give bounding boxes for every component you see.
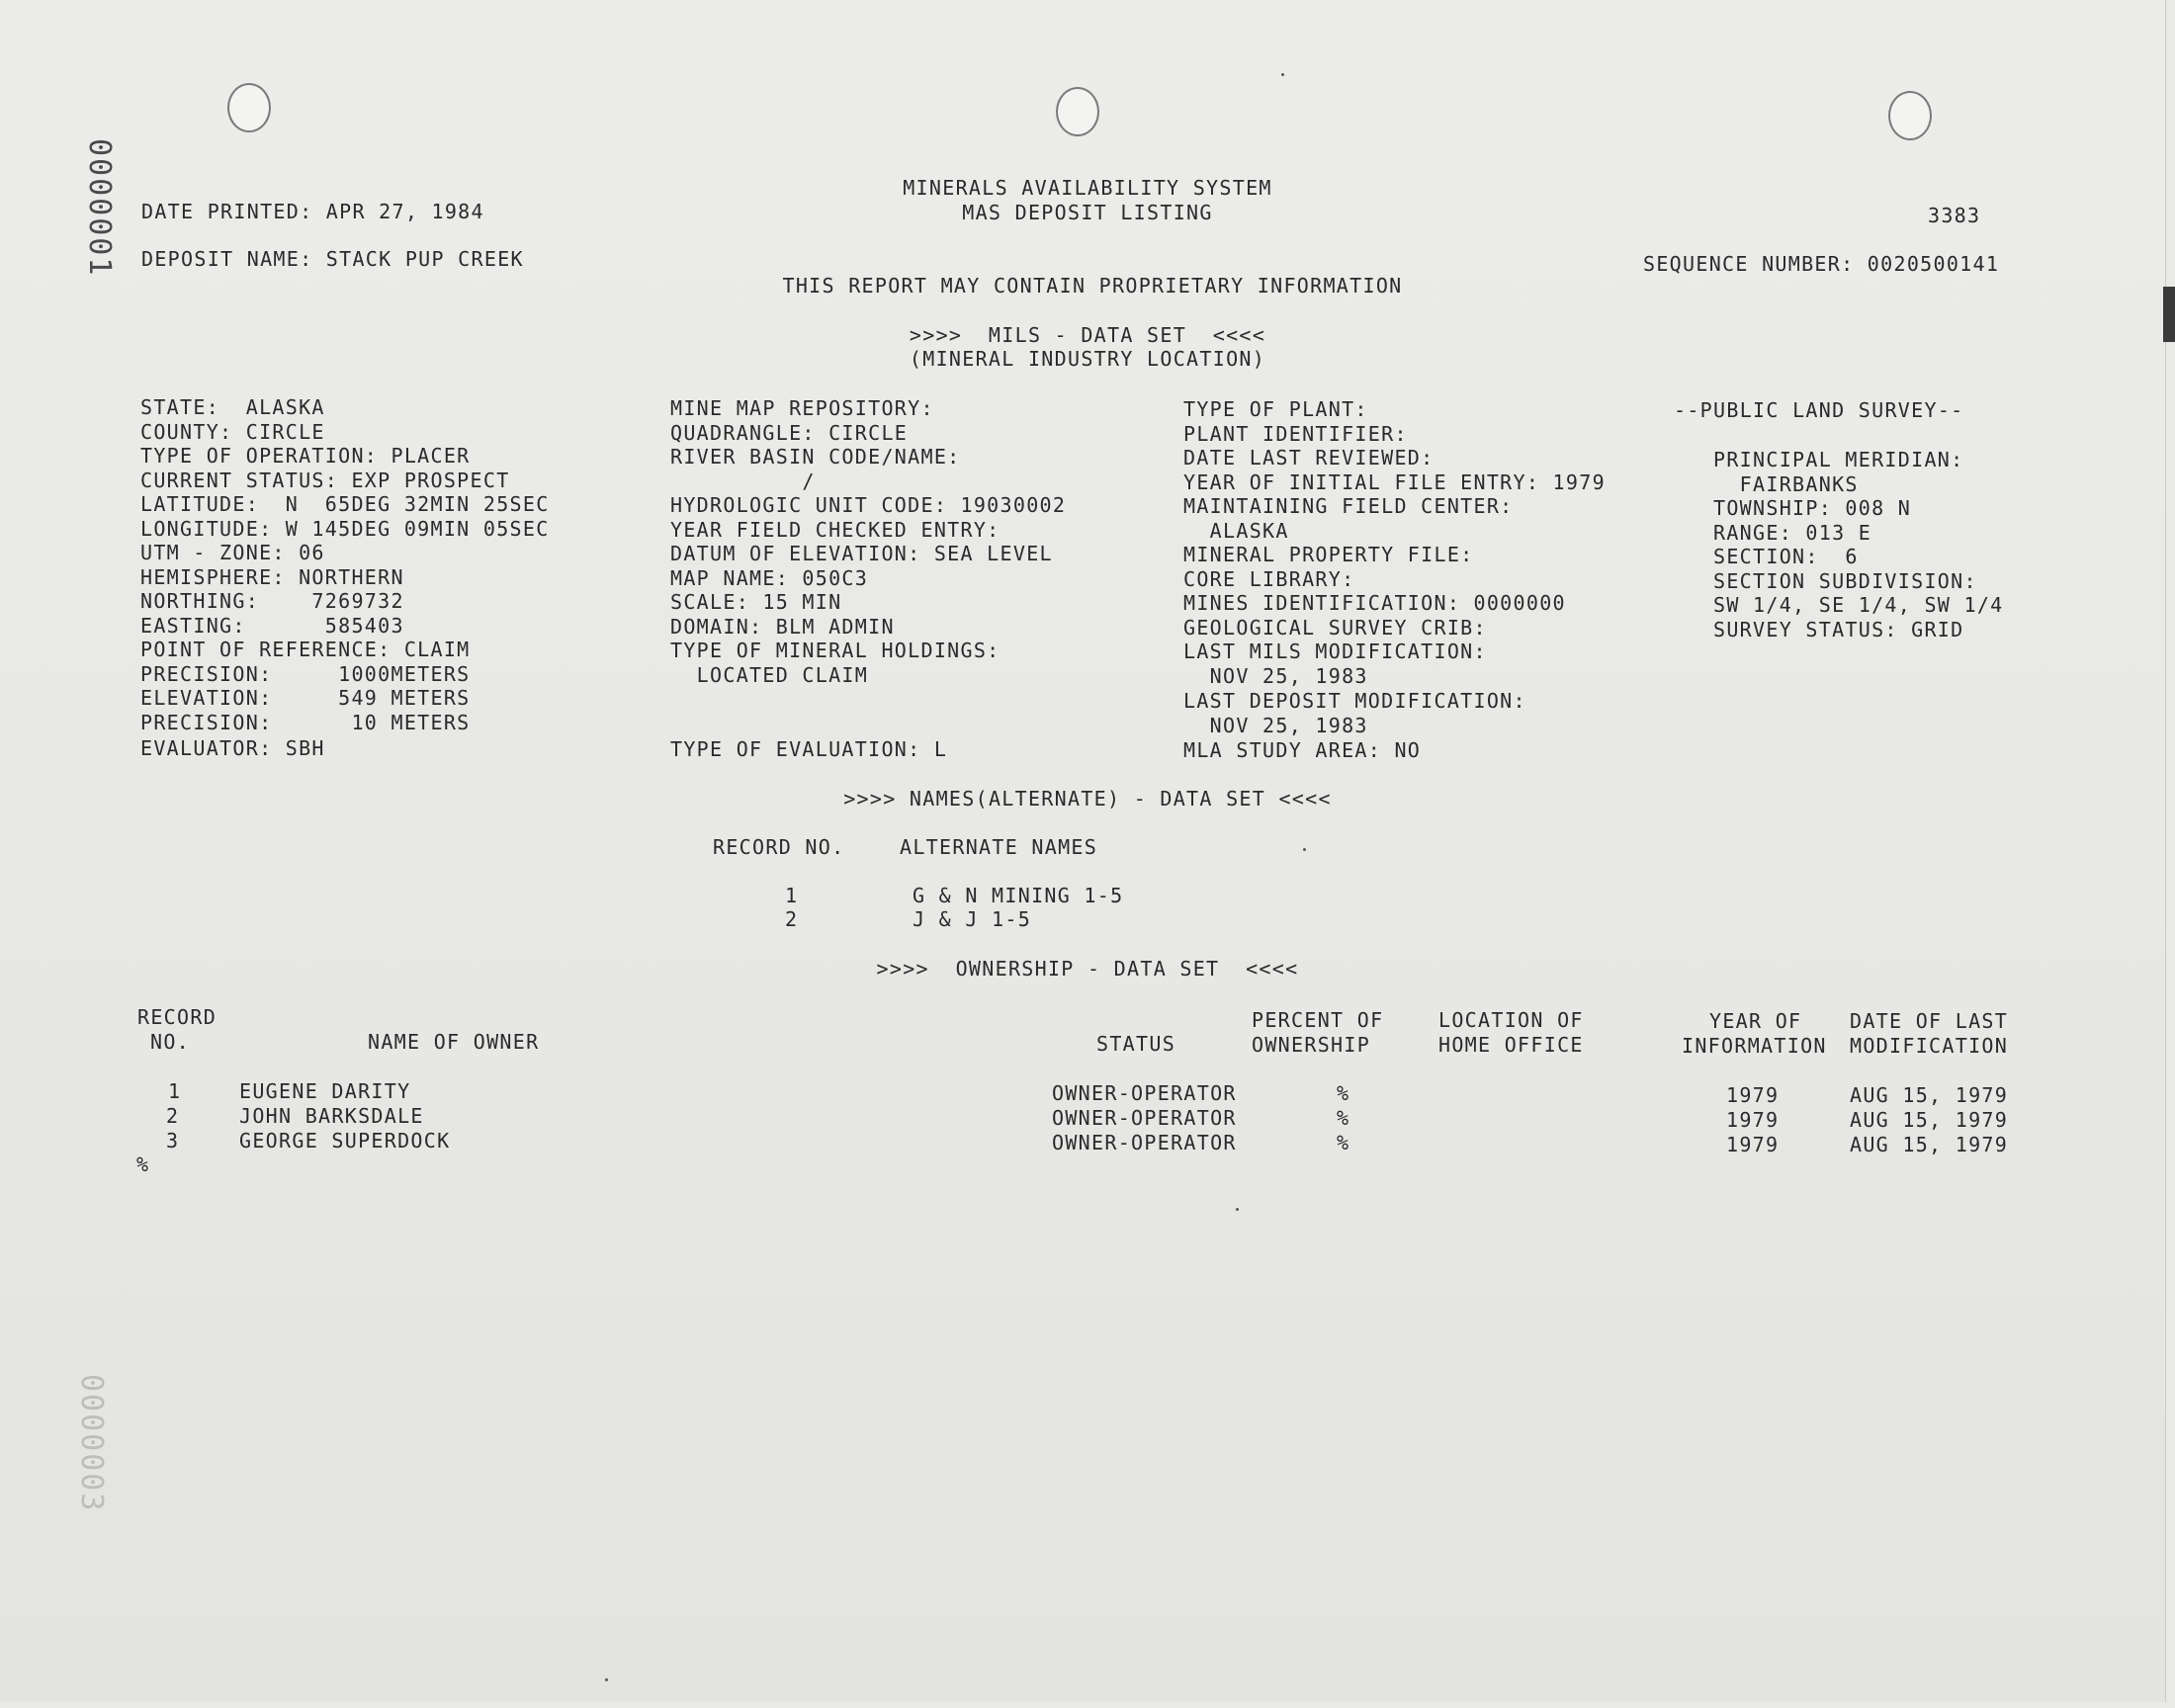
scan-speck [1303,848,1306,851]
sequence-number: SEQUENCE NUMBER: 0020500141 [1643,252,2000,276]
mils-field: POINT OF REFERENCE: CLAIM [140,638,471,661]
owner-name: GEORGE SUPERDOCK [239,1129,451,1153]
owner-year: 1979 [1726,1133,1780,1156]
owner-percent: % [1337,1081,1350,1105]
mils-field: NORTHING: 7269732 [140,589,404,613]
mils-field: PRECISION: 1000METERS [140,662,471,686]
mils-field: / [670,470,816,493]
page-number: 3383 [1928,204,1981,227]
owner-percent: % [1337,1106,1350,1130]
survey-field: TOWNSHIP: 008 N [1713,496,1912,520]
names-col-record: RECORD NO. [713,835,845,859]
mils-field: TYPE OF MINERAL HOLDINGS: [670,639,1000,662]
mils-field: MINERAL PROPERTY FILE: [1183,543,1474,566]
mils-field: NOV 25, 1983 [1183,664,1368,688]
owner-name: JOHN BARKSDALE [239,1104,424,1128]
proprietary-notice: THIS REPORT MAY CONTAIN PROPRIETARY INFORMATION [782,274,1403,298]
ownership-section-title: >>>> OWNERSHIP - DATA SET <<<< [876,957,1299,981]
mils-field: SCALE: 15 MIN [670,590,842,614]
col-header-status: STATUS [1096,1032,1176,1056]
mils-field: PRECISION: 10 METERS [140,711,471,734]
mils-field: LOCATED CLAIM [670,663,869,687]
col-header-location: LOCATION OF [1438,1008,1584,1032]
owner-status: OWNER-OPERATOR [1052,1131,1237,1154]
owner-name: EUGENE DARITY [239,1079,411,1103]
col-header-record-no: NO. [150,1030,191,1054]
mils-field: QUADRANGLE: CIRCLE [670,421,909,445]
alternate-name: G & N MINING 1-5 [913,884,1124,907]
mils-field: TYPE OF EVALUATION: L [670,737,948,761]
mils-field: DATUM OF ELEVATION: SEA LEVEL [670,542,1053,565]
col-header-owner: NAME OF OWNER [368,1030,540,1054]
mils-field: YEAR OF INITIAL FILE ENTRY: 1979 [1183,470,1606,494]
owner-record-no: 1 [168,1079,182,1103]
col-header-year-2: INFORMATION [1682,1034,1827,1058]
col-header-date-2: MODIFICATION [1850,1034,2009,1058]
mils-field: LATITUDE: N 65DEG 32MIN 25SEC [140,492,550,516]
owner-status: OWNER-OPERATOR [1052,1081,1237,1105]
date-printed: DATE PRINTED: APR 27, 1984 [141,200,484,223]
names-section-title: >>>> NAMES(ALTERNATE) - DATA SET <<<< [843,787,1332,811]
mils-field: YEAR FIELD CHECKED ENTRY: [670,518,1000,542]
binder-hole-right [1888,91,1932,140]
binder-hole-center [1056,87,1099,136]
survey-field: SECTION SUBDIVISION: [1713,569,1977,593]
mils-field: DOMAIN: BLM ADMIN [670,615,895,639]
survey-field: SW 1/4, SE 1/4, SW 1/4 [1713,593,2004,617]
mils-field: LONGITUDE: W 145DEG 09MIN 05SEC [140,517,550,541]
col-header-location-2: HOME OFFICE [1438,1033,1584,1057]
mils-section-title: >>>> MILS - DATA SET <<<< [909,323,1266,347]
film-frame-stamp: 0000001 [82,138,117,278]
mils-field: LAST MILS MODIFICATION: [1183,640,1487,663]
mils-field: HEMISPHERE: NORTHERN [140,565,404,589]
mils-field: EVALUATOR: SBH [140,736,325,760]
mils-field: COUNTY: CIRCLE [140,420,325,444]
alternate-name: J & J 1-5 [913,907,1032,931]
mils-field: MAP NAME: 050C3 [670,566,869,590]
public-land-survey-title: --PUBLIC LAND SURVEY-- [1674,398,1964,422]
col-header-percent-2: OWNERSHIP [1252,1033,1371,1057]
mils-field: RIVER BASIN CODE/NAME: [670,445,961,469]
owner-record-no: 3 [166,1129,180,1153]
system-title: MINERALS AVAILABILITY SYSTEM [903,176,1272,200]
mils-field: NOV 25, 1983 [1183,714,1368,737]
ownership-trailer: % [136,1153,150,1176]
mils-field: EASTING: 585403 [140,614,404,638]
names-col-alternate: ALTERNATE NAMES [900,835,1098,859]
mils-field: MAINTAINING FIELD CENTER: [1183,494,1514,518]
col-header-year: YEAR OF [1709,1009,1802,1033]
mils-field: UTM - ZONE: 06 [140,541,325,564]
film-frame-stamp-faded: 0000003 [74,1374,109,1513]
owner-date: AUG 15, 1979 [1850,1108,2009,1132]
owner-date: AUG 15, 1979 [1850,1083,2009,1107]
survey-field: SURVEY STATUS: GRID [1713,618,1964,641]
mils-field: TYPE OF OPERATION: PLACER [140,444,471,468]
mils-field: ELEVATION: 549 METERS [140,686,471,710]
page-edge-shadow [2163,287,2175,342]
scan-speck [1281,73,1284,76]
alternate-name-number: 2 [785,907,799,931]
owner-record-no: 2 [166,1104,180,1128]
owner-date: AUG 15, 1979 [1850,1133,2009,1156]
col-header-record: RECORD [137,1005,218,1029]
mils-field: CORE LIBRARY: [1183,567,1355,591]
owner-percent: % [1337,1131,1350,1154]
mils-field: DATE LAST REVIEWED: [1183,446,1435,470]
binder-hole-left [227,83,271,132]
mils-section-subtitle: (MINERAL INDUSTRY LOCATION) [909,347,1266,371]
mils-field: PLANT IDENTIFIER: [1183,422,1408,446]
survey-field: PRINCIPAL MERIDIAN: [1713,448,1964,471]
col-header-date: DATE OF LAST [1850,1009,2009,1033]
mils-field: GEOLOGICAL SURVEY CRIB: [1183,616,1487,640]
survey-field: SECTION: 6 [1713,545,1859,568]
scan-speck [605,1678,608,1681]
listing-title: MAS DEPOSIT LISTING [962,201,1213,224]
mils-field: STATE: ALASKA [140,395,325,419]
mils-field: HYDROLOGIC UNIT CODE: 19030002 [670,493,1067,517]
owner-status: OWNER-OPERATOR [1052,1106,1237,1130]
mils-field: MINE MAP REPOSITORY: [670,396,934,420]
mils-field: LAST DEPOSIT MODIFICATION: [1183,689,1526,713]
survey-field: RANGE: 013 E [1713,521,1872,545]
col-header-percent: PERCENT OF [1252,1008,1384,1032]
mils-field: CURRENT STATUS: EXP PROSPECT [140,469,510,492]
mils-field: ALASKA [1183,519,1289,543]
scan-speck [1236,1208,1239,1211]
alternate-name-number: 1 [785,884,799,907]
mils-field: MLA STUDY AREA: NO [1183,738,1422,762]
survey-field: FAIRBANKS [1713,472,1859,496]
deposit-name: DEPOSIT NAME: STACK PUP CREEK [141,247,524,271]
owner-year: 1979 [1726,1083,1780,1107]
mils-field: TYPE OF PLANT: [1183,397,1368,421]
mils-field: MINES IDENTIFICATION: 0000000 [1183,591,1566,615]
owner-year: 1979 [1726,1108,1780,1132]
